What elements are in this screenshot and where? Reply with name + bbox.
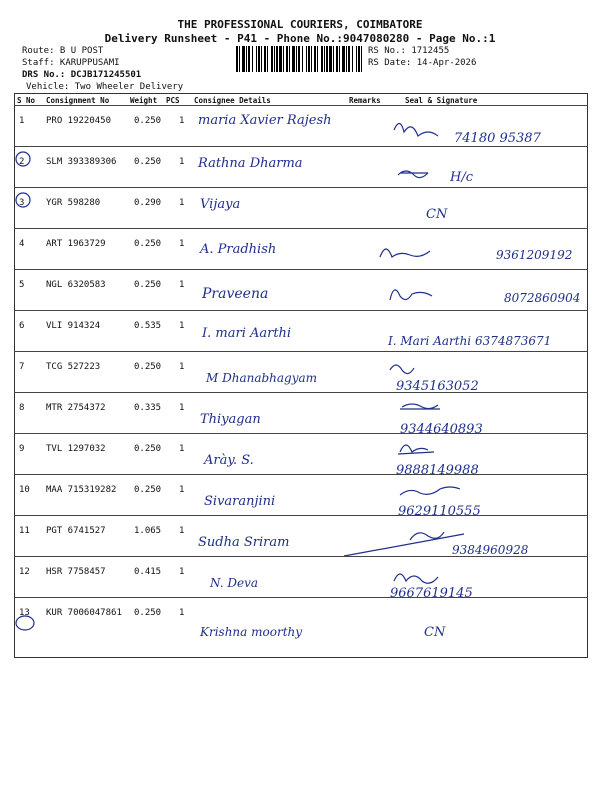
barcode-bar bbox=[339, 46, 340, 72]
col-weight: Weight bbox=[130, 96, 158, 105]
row-pcs: 1 bbox=[179, 116, 185, 126]
barcode-bar bbox=[242, 46, 245, 72]
row-consignee: A. Pradhish bbox=[200, 242, 277, 257]
barcode-bar bbox=[264, 46, 266, 72]
handwriting bbox=[14, 229, 588, 270]
handwriting bbox=[14, 393, 588, 437]
row-pcs: 1 bbox=[179, 444, 185, 454]
row-consignment: TCG 527223 bbox=[46, 362, 101, 372]
row-consignment: YGR 598280 bbox=[46, 198, 101, 208]
row-weight: 1.065 bbox=[134, 526, 162, 536]
table-row bbox=[14, 352, 588, 393]
circle-mark bbox=[16, 193, 30, 207]
row-consignment: TVL 1297032 bbox=[46, 444, 106, 454]
table-row bbox=[14, 311, 588, 352]
table-row bbox=[14, 188, 588, 229]
handwriting bbox=[14, 598, 588, 639]
signature-scribble bbox=[394, 574, 438, 583]
barcode-bar bbox=[246, 46, 247, 72]
drs-number: DRS No.: DCJB171245501 bbox=[22, 70, 142, 80]
table-row bbox=[14, 598, 588, 639]
row-seal: 8072860904 bbox=[504, 291, 581, 305]
col-pcs: PCS bbox=[166, 96, 180, 105]
signature-scribble bbox=[398, 171, 428, 178]
row-consignee: Krishna moorthy bbox=[200, 625, 303, 639]
barcode-bar bbox=[286, 46, 288, 72]
barcode-bar bbox=[261, 46, 262, 72]
row-sno: 6 bbox=[19, 321, 25, 331]
row-consignment: MAA 715319282 bbox=[46, 485, 117, 495]
row-pcs: 1 bbox=[179, 485, 185, 495]
row-weight: 0.250 bbox=[134, 157, 162, 167]
row-weight: 0.250 bbox=[134, 444, 162, 454]
row-consignee: Thiyagan bbox=[200, 412, 261, 427]
table-row bbox=[14, 106, 588, 147]
row-weight: 0.250 bbox=[134, 280, 162, 290]
barcode-bar bbox=[274, 46, 275, 72]
runsheet-title: Delivery Runsheet - P41 - Phone No.:9047080280 - Page No.:1 bbox=[104, 32, 496, 45]
signature-scribble bbox=[380, 249, 430, 257]
row-sno: 1 bbox=[19, 116, 25, 126]
barcode-bar bbox=[298, 46, 300, 72]
barcode-bar bbox=[348, 46, 350, 72]
handwriting bbox=[14, 352, 588, 393]
handwriting bbox=[14, 147, 588, 188]
row-weight: 0.535 bbox=[134, 321, 162, 331]
signature-scribble bbox=[394, 123, 438, 136]
barcode-bar bbox=[289, 46, 290, 72]
company-title: THE PROFESSIONAL COURIERS, COIMBATORE bbox=[177, 18, 423, 31]
row-seal: 9667619145 bbox=[390, 586, 473, 601]
row-weight: 0.250 bbox=[134, 239, 162, 249]
row-pcs: 1 bbox=[179, 198, 185, 208]
barcode-bar bbox=[342, 46, 345, 72]
col-remarks: Remarks bbox=[349, 96, 381, 105]
row-weight: 0.250 bbox=[134, 608, 162, 618]
barcode-bar bbox=[283, 46, 284, 72]
row-seal: 9384960928 bbox=[452, 543, 529, 557]
row-pcs: 1 bbox=[179, 362, 185, 372]
handwriting bbox=[14, 311, 588, 352]
row-consignee: maria Xavier Rajesh bbox=[198, 113, 332, 128]
row-consignee: Praveena bbox=[202, 286, 269, 302]
row-sno: 11 bbox=[19, 526, 30, 536]
row-seal: 9629110555 bbox=[398, 504, 481, 519]
row-seal: 9344640893 bbox=[400, 422, 483, 437]
barcode-bar bbox=[356, 46, 357, 72]
barcode-bar bbox=[311, 46, 312, 72]
barcode-bar bbox=[336, 46, 338, 72]
row-pcs: 1 bbox=[179, 608, 185, 618]
row-consignment: PRO 19220450 bbox=[46, 116, 112, 126]
row-pcs: 1 bbox=[179, 403, 185, 413]
row-seal: 9888149988 bbox=[396, 463, 479, 478]
barcode-bar bbox=[252, 46, 253, 72]
row-sno: 5 bbox=[19, 280, 25, 290]
barcode-bar bbox=[296, 46, 297, 72]
barcode-bar bbox=[317, 46, 318, 72]
table-row bbox=[14, 270, 588, 311]
row-consignment: HSR 7758457 bbox=[46, 567, 106, 577]
row-sno: 13 bbox=[19, 608, 30, 618]
route-label: Route: B U POST bbox=[22, 46, 104, 56]
rs-date: RS Date: 14-Apr-2026 bbox=[368, 58, 477, 68]
handwriting bbox=[14, 434, 588, 478]
row-consignee: Sudha Sriram bbox=[198, 535, 290, 550]
row-consignment: NGL 6320583 bbox=[46, 280, 106, 290]
barcode-image bbox=[236, 46, 362, 72]
row-seal: CN bbox=[424, 625, 446, 640]
row-sno: 3 bbox=[19, 198, 25, 208]
row-pcs: 1 bbox=[179, 321, 185, 331]
row-consignment: KUR 7006047861 bbox=[46, 608, 122, 618]
handwriting bbox=[14, 557, 588, 601]
signature-scribble bbox=[390, 290, 432, 300]
barcode-bar bbox=[248, 46, 250, 72]
row-consignee: Arày. S. bbox=[204, 453, 254, 468]
barcode-bar bbox=[314, 46, 316, 72]
barcode-bar bbox=[333, 46, 334, 72]
barcode-bar bbox=[358, 46, 360, 72]
row-consignment: SLM 393389306 bbox=[46, 157, 117, 167]
barcode-bar bbox=[329, 46, 332, 72]
table-row bbox=[14, 475, 588, 519]
row-consignment: PGT 6741527 bbox=[46, 526, 106, 536]
col-consignee: Consignee Details bbox=[194, 96, 271, 105]
row-consignment: ART 1963729 bbox=[46, 239, 106, 249]
table-row bbox=[14, 434, 588, 478]
vehicle-label: Vehicle: Two Wheeler Delivery bbox=[26, 82, 184, 92]
row-pcs: 1 bbox=[179, 239, 185, 249]
row-seal: CN bbox=[426, 207, 448, 222]
row-pcs: 1 bbox=[179, 157, 185, 167]
rs-number: RS No.: 1712455 bbox=[368, 46, 450, 56]
col-consignment: Consignment No bbox=[46, 96, 110, 105]
col-sno: S No bbox=[17, 96, 36, 105]
row-consignee: Sivaranjini bbox=[204, 494, 276, 509]
barcode-bar bbox=[258, 46, 260, 72]
barcode-bar bbox=[361, 46, 362, 72]
row-consignee: I. mari Aarthi bbox=[202, 326, 292, 341]
row-consignment: MTR 2754372 bbox=[46, 403, 106, 413]
circle-mark bbox=[16, 152, 30, 166]
handwriting bbox=[14, 106, 588, 147]
row-consignee: M Dhanabhagyam bbox=[206, 371, 318, 385]
row-sno: 9 bbox=[19, 444, 25, 454]
table-row bbox=[14, 229, 588, 270]
col-seal: Seal & Signature bbox=[405, 96, 478, 105]
barcode-bar bbox=[267, 46, 268, 72]
barcode-bar bbox=[306, 46, 307, 72]
row-consignment: VLI 914324 bbox=[46, 321, 101, 331]
handwriting bbox=[14, 475, 588, 519]
circle-mark bbox=[16, 616, 34, 630]
barcode-bar bbox=[346, 46, 347, 72]
signature-scribble bbox=[398, 445, 434, 454]
row-consignee: Rathna Dharma bbox=[198, 156, 303, 171]
barcode-bar bbox=[308, 46, 310, 72]
barcode-bar bbox=[256, 46, 257, 72]
strikethrough-scribble bbox=[400, 404, 440, 409]
row-seal: 9345163052 bbox=[396, 379, 479, 394]
row-sno: 8 bbox=[19, 403, 25, 413]
handwriting bbox=[14, 270, 588, 311]
row-seal: 9361209192 bbox=[496, 248, 573, 262]
signature-scribble bbox=[390, 365, 414, 374]
barcode-bar bbox=[276, 46, 278, 72]
row-sno: 2 bbox=[19, 157, 25, 167]
row-consignee: N. Deva bbox=[210, 576, 259, 590]
signature-scribble bbox=[400, 487, 460, 495]
row-sno: 7 bbox=[19, 362, 25, 372]
row-consignee: Vijaya bbox=[200, 197, 241, 212]
barcode-bar bbox=[271, 46, 273, 72]
barcode-bar bbox=[279, 46, 282, 72]
table-row bbox=[14, 393, 588, 437]
barcode-bar bbox=[292, 46, 295, 72]
barcode-bar bbox=[324, 46, 325, 72]
barcode-bar bbox=[239, 46, 240, 72]
row-weight: 0.250 bbox=[134, 485, 162, 495]
staff-label: Staff: KARUPPUSAMI bbox=[22, 58, 120, 68]
row-weight: 0.415 bbox=[134, 567, 162, 577]
table-row bbox=[14, 516, 588, 557]
row-weight: 0.335 bbox=[134, 403, 162, 413]
row-pcs: 1 bbox=[179, 526, 185, 536]
barcode-bar bbox=[236, 46, 238, 72]
row-weight: 0.250 bbox=[134, 362, 162, 372]
barcode-bar bbox=[352, 46, 353, 72]
row-pcs: 1 bbox=[179, 567, 185, 577]
barcode-bar bbox=[321, 46, 323, 72]
handwriting bbox=[14, 516, 588, 557]
table-row bbox=[14, 557, 588, 601]
barcode-bar bbox=[302, 46, 303, 72]
row-weight: 0.250 bbox=[134, 116, 162, 126]
row-seal: I. Mari Aarthi 6374873671 bbox=[388, 334, 552, 348]
row-sno: 10 bbox=[19, 485, 30, 495]
row-seal: 74180 95387 bbox=[454, 131, 541, 146]
row-pcs: 1 bbox=[179, 280, 185, 290]
row-sno: 12 bbox=[19, 567, 30, 577]
row-sno: 4 bbox=[19, 239, 25, 249]
table-row bbox=[14, 147, 588, 188]
handwriting bbox=[14, 188, 588, 229]
row-seal: H/c bbox=[450, 170, 473, 185]
barcode-bar bbox=[326, 46, 328, 72]
row-weight: 0.290 bbox=[134, 198, 162, 208]
signature-scribble bbox=[344, 532, 464, 556]
